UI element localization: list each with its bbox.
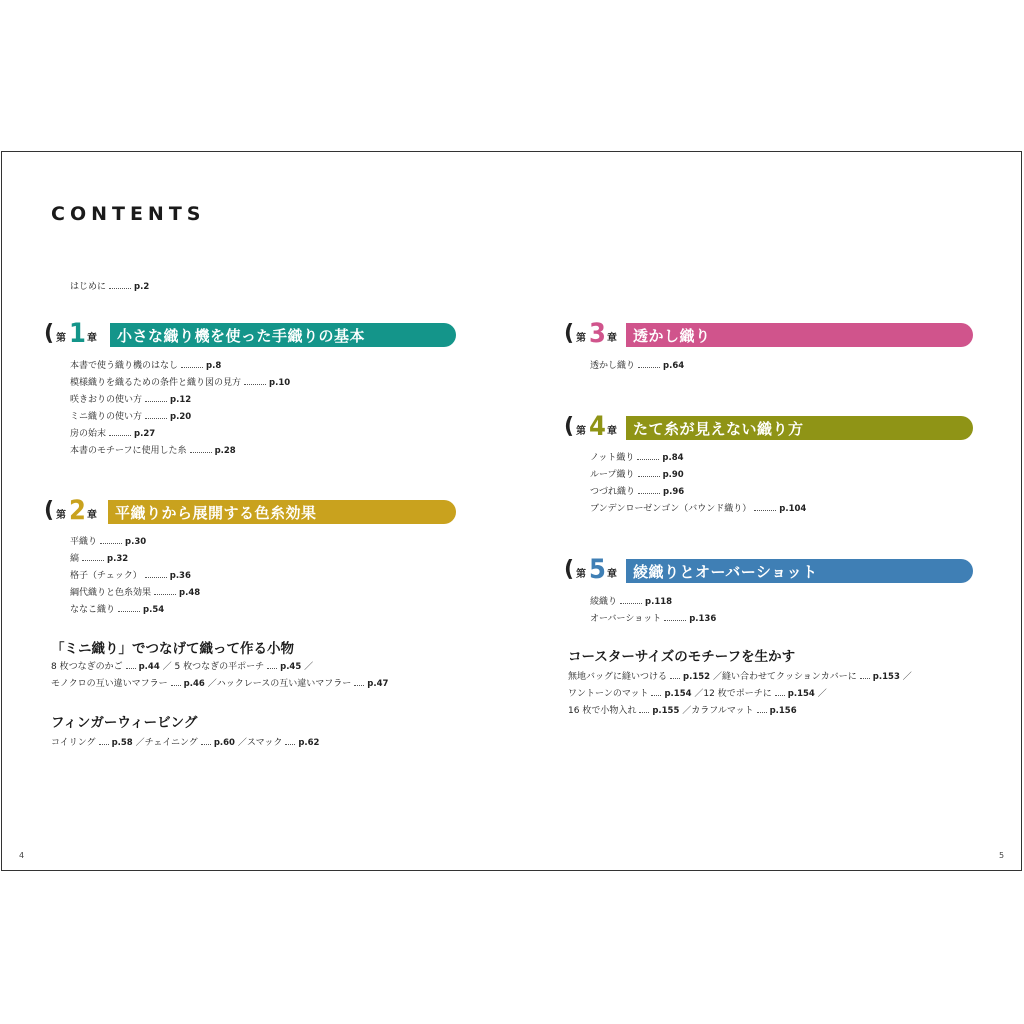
entry-label: 綱代織りと色糸効果: [70, 588, 152, 598]
entry-page: p.47: [367, 679, 389, 689]
toc-entry[interactable]: [70, 604, 164, 616]
chapter-4-header[interactable]: [516, 411, 976, 442]
entry-label: 咲きおりの使い方: [70, 395, 143, 405]
chapter-1-title: 小さな織り機を使った手織りの基本: [117, 327, 366, 345]
entry-page: p.8: [206, 361, 222, 371]
chapter-prefix: 第: [56, 333, 66, 344]
chapter-suffix: 章: [607, 426, 617, 437]
leader-dots: [638, 472, 660, 477]
separator: ／: [712, 672, 722, 682]
entry-label: ハックレースの互い違いマフラー: [216, 679, 352, 689]
entry-page: p.136: [689, 614, 717, 624]
entry-page: p.27: [134, 429, 156, 439]
leader-dots: [190, 448, 212, 453]
entry-page: p.12: [170, 395, 192, 405]
chapter-bracket: (: [564, 557, 575, 582]
entry-page: p.44: [138, 662, 160, 672]
chapter-number: 3: [589, 318, 606, 349]
toc-entry[interactable]: [70, 445, 236, 457]
chapter-bracket: (: [564, 321, 575, 346]
separator: ／: [135, 738, 145, 748]
chapter-bracket: (: [564, 414, 575, 439]
entry-page: p.96: [663, 487, 685, 497]
entry-page: p.48: [179, 588, 201, 598]
entry-page: p.10: [269, 378, 291, 388]
contents-title: CONTENTS: [51, 203, 206, 225]
entry-page: p.58: [111, 738, 133, 748]
leader-dots: [109, 431, 131, 436]
entry-page: p.118: [645, 597, 673, 607]
folio-left: 4: [19, 851, 25, 860]
chapter-number: 5: [589, 554, 606, 585]
coaster-line-2[interactable]: [568, 688, 827, 700]
entry-page: p.154: [664, 689, 692, 699]
entry-page: p.104: [779, 504, 807, 514]
chapter-suffix: 章: [607, 333, 617, 344]
leader-dots: [285, 740, 295, 745]
finger-heading: フィンガーウィービング: [51, 715, 198, 731]
entry-label: 本書のモチーフに使用した糸: [70, 446, 187, 456]
toc-entry[interactable]: [70, 394, 191, 406]
leader-dots: [244, 380, 266, 385]
entry-label: 12 枚でポーチに: [703, 689, 772, 699]
toc-entry-intro[interactable]: [70, 281, 149, 293]
leader-dots: [171, 681, 181, 686]
leader-dots: [620, 599, 642, 604]
entry-label: ななこ織り: [70, 605, 116, 615]
leader-dots: [181, 363, 203, 368]
toc-entry[interactable]: [70, 587, 200, 599]
leader-dots: [145, 397, 167, 402]
chapter-number: 1: [69, 318, 86, 349]
separator: ／: [694, 689, 704, 699]
toc-entry[interactable]: [590, 469, 684, 481]
separator: ／: [902, 672, 912, 682]
mini-line-1[interactable]: [51, 661, 313, 673]
chapter-bracket: (: [44, 321, 55, 346]
chapter-number: 2: [69, 495, 86, 526]
leader-dots: [664, 616, 686, 621]
coaster-line-3[interactable]: [568, 705, 797, 717]
coaster-heading: コースターサイズのモチーフを生かす: [568, 649, 796, 665]
separator: ／: [682, 706, 692, 716]
toc-entry[interactable]: [70, 536, 146, 548]
entry-page: p.28: [214, 446, 236, 456]
toc-entry[interactable]: [70, 570, 191, 582]
entry-label: コイリング: [51, 738, 96, 748]
entry-label: はじめに: [70, 282, 107, 292]
leader-dots: [754, 506, 776, 511]
separator: ／: [817, 689, 827, 699]
chapter-prefix: 第: [56, 510, 66, 521]
entry-label: 格子（チェック）: [70, 571, 142, 581]
entry-page: p.2: [134, 282, 150, 292]
leader-dots: [354, 681, 364, 686]
leader-dots: [638, 363, 660, 368]
toc-entry[interactable]: [70, 411, 191, 423]
entry-label: ミニ織りの使い方: [70, 412, 143, 422]
entry-label: ループ織り: [590, 470, 635, 480]
entry-page: p.20: [170, 412, 192, 422]
chapter-3-title: 透かし織り: [633, 327, 711, 345]
entry-label: モノクロの互い違いマフラー: [51, 679, 168, 689]
entry-page: p.84: [662, 453, 684, 463]
leader-dots: [639, 708, 649, 713]
toc-entry[interactable]: [70, 360, 221, 372]
separator: ／: [207, 679, 217, 689]
toc-entry[interactable]: [590, 613, 716, 625]
chapter-suffix: 章: [87, 333, 97, 344]
toc-entry[interactable]: [70, 428, 155, 440]
entry-label: 5 枚つなぎの平ポーチ: [174, 662, 265, 672]
chapter-prefix: 第: [576, 426, 586, 437]
entry-page: p.64: [663, 361, 685, 371]
entry-label: 本書で使う織り機のはなし: [70, 361, 179, 371]
entry-page: p.152: [683, 672, 711, 682]
entry-label: 模様織りを織るための条件と織り図の見方: [70, 378, 242, 388]
chapter-suffix: 章: [87, 510, 97, 521]
leader-dots: [201, 740, 211, 745]
separator: ／: [237, 738, 247, 748]
entry-label: 綾織り: [590, 597, 618, 607]
toc-entry[interactable]: [590, 596, 672, 608]
entry-label: 縞: [70, 554, 80, 564]
entry-page: p.60: [213, 738, 235, 748]
entry-page: p.155: [652, 706, 680, 716]
leader-dots: [670, 674, 680, 679]
entry-label: カラフルマット: [691, 706, 754, 716]
entry-page: p.62: [298, 738, 320, 748]
separator: ／: [304, 662, 314, 672]
leader-dots: [145, 414, 167, 419]
toc-entry[interactable]: [70, 377, 290, 389]
leader-dots: [126, 664, 136, 669]
leader-dots: [109, 284, 131, 289]
entry-page: p.30: [125, 537, 147, 547]
entry-page: p.153: [872, 672, 900, 682]
entry-label: ワントーンのマット: [568, 689, 649, 699]
entry-label: 透かし織り: [590, 361, 636, 371]
entry-page: p.154: [787, 689, 815, 699]
leader-dots: [775, 691, 785, 696]
chapter-number: 4: [589, 411, 606, 442]
entry-label: 房の始末: [70, 429, 107, 439]
entry-label: オーバーショット: [590, 614, 662, 624]
chapter-prefix: 第: [576, 569, 586, 580]
folio-right: 5: [999, 851, 1005, 860]
leader-dots: [145, 573, 167, 578]
toc-entry[interactable]: [70, 553, 128, 565]
toc-entry[interactable]: [590, 503, 806, 515]
chapter-suffix: 章: [607, 569, 617, 580]
leader-dots: [99, 740, 109, 745]
leader-dots: [82, 556, 104, 561]
entry-page: p.46: [183, 679, 205, 689]
chapter-5-title: 綾織りとオーバーショット: [633, 563, 818, 581]
separator: ／: [162, 662, 172, 672]
entry-label: 縫い合わせてクッションカバーに: [721, 672, 857, 682]
leader-dots: [651, 691, 661, 696]
mini-line-2[interactable]: [51, 678, 388, 690]
chapter-5-header[interactable]: [516, 554, 976, 585]
entry-label: 平織り: [70, 537, 98, 547]
mini-heading: 「ミニ織り」でつなげて織って作る小物: [51, 641, 294, 657]
entry-label: 8 枚つなぎのかご: [51, 662, 123, 672]
chapter-prefix: 第: [576, 333, 586, 344]
chapter-bracket: (: [44, 498, 55, 523]
leader-dots: [267, 664, 277, 669]
entry-label: ノット織り: [590, 453, 635, 463]
leader-dots: [860, 674, 870, 679]
leader-dots: [637, 455, 659, 460]
entry-page: p.32: [107, 554, 129, 564]
toc-entry[interactable]: [590, 360, 684, 372]
chapter-3-header[interactable]: [516, 318, 976, 349]
entry-page: p.36: [169, 571, 191, 581]
leader-dots: [154, 590, 176, 595]
toc-entry[interactable]: [590, 486, 684, 498]
finger-line-1[interactable]: [51, 737, 319, 749]
entry-label: つづれ織り: [590, 487, 636, 497]
entry-page: p.156: [769, 706, 797, 716]
leader-dots: [638, 489, 660, 494]
chapter-4-title: たて糸が見えない織り方: [633, 420, 804, 438]
leader-dots: [100, 539, 122, 544]
chapter-2-header[interactable]: [0, 495, 460, 526]
chapter-1-header[interactable]: [0, 318, 460, 349]
leader-dots: [118, 607, 140, 612]
chapter-2-title: 平織りから展開する色糸効果: [115, 504, 317, 522]
entry-label: チェイニング: [144, 738, 198, 748]
entry-label: ブンデンローゼンゴン（バウンド織り）: [590, 504, 752, 514]
entry-page: p.90: [662, 470, 684, 480]
toc-entry[interactable]: [590, 452, 684, 464]
entry-page: p.45: [280, 662, 302, 672]
entry-label: 16 枚で小物入れ: [568, 706, 637, 716]
leader-dots: [757, 708, 767, 713]
entry-label: 無地バッグに縫いつける: [568, 672, 668, 682]
coaster-line-1[interactable]: [568, 671, 912, 683]
entry-page: p.54: [143, 605, 165, 615]
entry-label: スマック: [246, 738, 283, 748]
